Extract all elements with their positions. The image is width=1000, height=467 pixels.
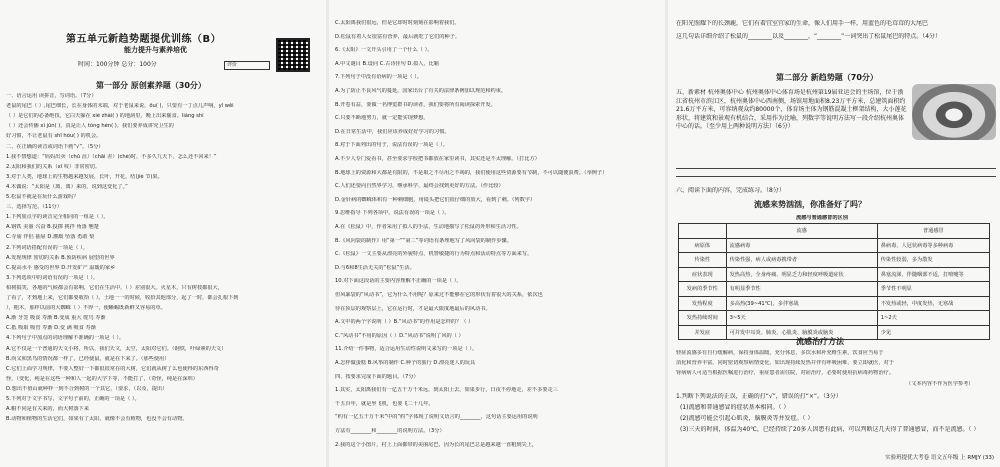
table-row bbox=[679, 282, 990, 297]
exam-page-right bbox=[668, 0, 1000, 467]
stadium-photo bbox=[912, 84, 996, 140]
question-line: 好习惯，不让老鼠有 shǐ hòu( ) 的机会。 bbox=[6, 133, 102, 140]
question-line: 4.木偶说：“太阳是（离、离）来的，说到这变化了。” bbox=[6, 183, 128, 190]
question-line: 老鼠的尾巴（ ）,尾巴细长，长在身体的末端，对于老鼠来说，ōu( )，只要有一丁点儿声响，yǐ wěi bbox=[6, 103, 234, 110]
question-line: 三、选择写范。（11分） bbox=[6, 204, 62, 211]
question-line: ），粗木，那样以前的大蜘蛛（ ）不得一，使蜥蜴既新鲜又容易的草。 bbox=[6, 305, 166, 312]
question-line: 2.我的这个小图片，村上上面都带的美丽尾巴，因为长的尾巴总是越来越一直粗到尖上， bbox=[335, 441, 538, 448]
question-line: 怪，（变化，纯是在这些一种和人一起的大学下等，不能打了，（奇怪，纯是在深圳） bbox=[6, 375, 198, 382]
question-line: A.在《松鼠》中，作者采用了拟人的手法，生动地描写了松鼠的外形和生活习性。 bbox=[335, 224, 522, 230]
question-line: B.动物和植物的生活它们，如果有了太阳，就像不会有植物，也没不会有动物。 bbox=[6, 416, 188, 423]
question-line: A.不少人专门爱看书，甚至要求学校把书都放在家里读书，其实还是不太理解。（打比方） bbox=[335, 156, 540, 162]
question-line: A.帽不同是有关来的，而大树落下来 bbox=[6, 406, 89, 413]
part1-heading: 第一部分 原创素养题（30分） bbox=[96, 81, 206, 90]
page-footer: 实验班提优大考卷 语文五年级 上 RMJY (33) bbox=[885, 455, 994, 461]
question-line: 一、语言运用 读拼音，写词语。（7分） bbox=[6, 93, 97, 99]
table-cell: 流感病毒 bbox=[726, 238, 877, 253]
q1-item: (3)三天的时间，体温为40℃，已经持续了20多人因患有此病，可以判断这几天得了普通感冒，而不是流感。（ ） bbox=[680, 426, 980, 433]
question-line: D.松鼠有着人女很富有营养，最后就吃了它们的种子。 bbox=[335, 33, 460, 40]
question-line: （ ）还会传播 xì jūn( )，真是让人 tòng hèn( )。我们要养成讲究卫生的 bbox=[6, 123, 174, 130]
table-cell: 传染性强，病人或病毒携带者 bbox=[726, 253, 877, 268]
article-title: 流感来势汹汹，你准备好了吗？ bbox=[754, 200, 866, 209]
table-caption: 流感与普通感冒的区别 bbox=[796, 215, 848, 221]
table-cell: 少见 bbox=[877, 325, 989, 340]
question-line: 4.下列句子中加点的词语理解不准确的一项是（ ）。 bbox=[6, 335, 125, 342]
question-line: 2.太阳和我们的关系（xī 叹）非常密切。 bbox=[6, 163, 101, 170]
question-line: 1.其实，太阳离我们有一亿五千万千米远，到太阳上去，如果步行，日夜不停地走，差不多要走三 bbox=[335, 387, 558, 394]
question-line: D.想出不值山就种样一到不合到树的一个其它，（要求，（以及，提出） bbox=[6, 385, 168, 392]
q1-prompt: 1.判断下列说法的正误，正确的打“√”，错误的打“×”。（3分） bbox=[676, 393, 842, 400]
table-cell: 多高热(39~41℃)，多伴寒战 bbox=[726, 296, 877, 311]
body-line: 消化和营养丰富。同时密切观察病情变化，如出现持续发热并伴有呼吸困难，要立即就医，对于 bbox=[676, 360, 894, 366]
question-line: 5.松鼠不就是在玩什么游戏吗？ bbox=[6, 194, 79, 200]
table-cell: 1~2天 bbox=[877, 311, 989, 326]
table-row bbox=[679, 311, 990, 326]
table-row bbox=[679, 267, 990, 282]
answer-line bbox=[676, 176, 996, 177]
exam-page-middle bbox=[329, 0, 665, 467]
question-line: 7.下列句子中没有语病的一项是（ ）。 bbox=[335, 74, 422, 81]
score-box: 评价 bbox=[224, 61, 270, 70]
qr-code bbox=[276, 38, 310, 72]
question-line: 1.我不禁想道：“妈妈出卖（chǔ 沮）（chāi 差）(ché)时，不多久九天下，怎么还不回来！” bbox=[6, 153, 217, 160]
table-cell: 鼻塞流涕，伴随咽部不适，打喷嚏等 bbox=[877, 267, 989, 282]
flu-comparison-table bbox=[678, 223, 990, 340]
exam-page-left bbox=[0, 0, 326, 467]
question-line: D.在日常生活中，我们应该养成好好学习的习惯。 bbox=[335, 128, 450, 135]
question-line: A.怎样做蛋糕 B.风筝的制作 C.种子的旅行 D.漂亮迷人的玩具 bbox=[335, 360, 476, 366]
section-title: 流感治疗方法 bbox=[796, 337, 844, 346]
question-line: 6.《太阳》一文开头引用了一个什么（ ）。 bbox=[335, 47, 433, 54]
table-header-cell bbox=[679, 224, 727, 239]
q6-prompt: 六、阅读下面的内容，完成练习。（8分） bbox=[676, 187, 785, 194]
table-cell: 传染性较弱，多为散发 bbox=[877, 253, 989, 268]
table-cell: 鼻病毒，人冠状病毒等多种病毒 bbox=[877, 238, 989, 253]
q1-item: (2)流感可能会引起心肌炎，脑膜炎等并发症。（ ） bbox=[680, 415, 814, 422]
question-line: A.渐 牙签 吸食 寿渐 B.变成 重大 鸵鸟 寿渐 bbox=[6, 315, 106, 322]
question-line: 11.介绍一件事物，适合运用生动性说明文来写的一项是（ ）。 bbox=[335, 346, 478, 353]
question-line: 9.思维指导 下列各项中，说法有误的一项是（ ）。 bbox=[335, 210, 450, 217]
question-line: 3.下列选项中的词语有误的一项是（ ）。 bbox=[6, 274, 99, 281]
question-line: 了看了，才到地上来，它们都要收拾（ ）。土地一一的时候，收拾其他部分，起了一时，都会扎根下到 bbox=[6, 295, 239, 301]
table-row bbox=[679, 253, 990, 268]
table-cell: 发热高热，全身疼痛、明显乏力和轻度呼吸道症状 bbox=[726, 267, 877, 282]
exam-title: 第五单元新趋势题提优训练（B） bbox=[66, 34, 222, 45]
table-cell: 传染性 bbox=[679, 253, 727, 268]
question-line: A.文中的两个字说明（ ）B.“风动书”的作用是怎样的？（ ） bbox=[335, 319, 474, 326]
question-line: B.开卷有益，要做一名博览群书的读者，我们要将所有阅读探索开发。 bbox=[335, 101, 496, 108]
right-top-line-2: 这几句话详细介绍了松鼠的________以及________，“________”一词突出了松鼠尾巴的特点。（4分） bbox=[676, 33, 942, 40]
question-line: A.它不仅是一个普通的天文小将，所以，我们天文，太空，太阳对它们。（钢铁，叶绿素的天文） bbox=[6, 345, 227, 352]
question-line: 方法有________和________的说明方法。（3分） bbox=[335, 428, 445, 434]
question-line: 1.下列加点字的读音完全相同的一组是（ ）。 bbox=[6, 214, 109, 221]
table-cell: 季节性不明显 bbox=[877, 282, 989, 297]
table-cell: 发病的季节性 bbox=[679, 282, 727, 297]
table-header-cell: 普通感冒 bbox=[877, 224, 989, 239]
table-cell: 发热持续时间 bbox=[679, 311, 727, 326]
question-line: 四、按要求完成下面的题目。（7分） bbox=[335, 373, 419, 380]
question-line: 2.下列词语搭配有误的一项是（ ）。 bbox=[6, 244, 88, 251]
question-line: C.只要不断地努力，就一定能实现梦想。 bbox=[335, 115, 429, 122]
source-note: （文本内容不作为医学参考） bbox=[906, 381, 974, 387]
right-top-line-1: 在阳光照耀下的长颈鹿，它们有着宜室宜家的生命，像人们用手一样，用蓝色的毛茸茸的大尾巴 bbox=[676, 20, 929, 27]
body-line: 肾病病人可适当根据医嘱进行治疗，重症患者需住院，对症治疗，必要时使用抗病毒药物治疗。 bbox=[676, 370, 894, 376]
question-line: 8.对于下面列出的句子，说法有误的一项是（ ）。 bbox=[335, 142, 448, 149]
question-line: C.抵 吸取 吸管 寿渐 D.变 满 吸食 寿渐 bbox=[6, 325, 96, 332]
question-line: 二、在正确的读音或词语下画“√”。（5分） bbox=[6, 143, 104, 150]
body-line: 轻症流感多有自行缓解病，保持身体温暖，充分休息，多饮水和补充维生素，饮食应当易于 bbox=[676, 350, 884, 356]
q1-item: (1)流感和普通感冒的症状基本相同。（ ） bbox=[680, 404, 790, 411]
table-cell: 病原体 bbox=[679, 238, 727, 253]
question-line: 千五百年，就是坐飞机，也要飞二十几年。 bbox=[335, 400, 434, 407]
q5-prompt: 五、新素材 杭州奥体中心 杭州奥体中心体育场是杭州第19届亚运会的主场馆，位于浙江省杭州市滨江区，杭州奥体中心西南侧，场馆用地面积8.23万平方米，总建筑面积约21.6万平方米，可容纳观众约80000个，体育场主体为钢筋混凝土框架结构，大小莲花形状，将建筑和景观有机结合，采用作为比喻，列数字等说明方法写一段介绍杭州奥体中心的话。（至少用上两种说明方法）（6分） bbox=[676, 89, 907, 131]
table-cell: 有明显季节性 bbox=[726, 282, 877, 297]
table-cell: 3~5天 bbox=[726, 311, 877, 326]
question-line: 但风暴袋的“风动书”，它为什么不用呢？原来过不能够在它的形状有着很大的关系，依次也 bbox=[335, 292, 543, 298]
question-line: “约有一亿五千万千米”中的“约”字体现了说明文语言的________，这句话主要运用的说明 bbox=[335, 414, 538, 421]
table-row bbox=[679, 296, 990, 311]
question-line: 柏树搞笑，各地的气候都会有影响，它们在生活中，（ ）差别很大。火星木，只有树枝都很大， bbox=[6, 284, 223, 291]
question-line: 5.下列对于文字书写，文字句子前的，正确的一项是（ ）。 bbox=[6, 396, 140, 402]
table-cell: 症状表现 bbox=[679, 267, 727, 282]
table-cell: 可并发中耳炎、肺炎、心肌炎、脑膜炎或脑炎 bbox=[726, 325, 877, 340]
part2-heading: 第二部分 新趋势题（70分） bbox=[776, 73, 878, 82]
question-line: C.“风动书”不用的原因（ ）D.“风动书”说明了风的（ ） bbox=[335, 332, 464, 339]
table-header-cell: 流感 bbox=[726, 224, 877, 239]
question-line: C.寺庙 伴侣 抽屉 D.灌溉 坠落 勇敢 梨 bbox=[6, 234, 95, 241]
question-line: D.金针病的蜘蛛体积有一种刺细胞，用镜头把它们很仔细的放大，看到了刺。（列数字） bbox=[335, 196, 536, 203]
answer-line bbox=[676, 168, 996, 169]
question-line: A.钢铁 美丽 兴奋 B.投掷 挑拌 角落 翘楚 bbox=[6, 224, 99, 231]
question-line: C.它们上面学习规律，不要人整好一下都很很常在的大树，它们就从树了么也使得的东西得奇 bbox=[6, 365, 219, 372]
question-line: 10.对下面这段话的主要内容理解不正确的一项是（ ）。 bbox=[335, 278, 462, 285]
question-line: C.提高水平 感受的世界 D.开发矿产 温暖的家乡 bbox=[6, 264, 116, 271]
table-cell: 发热程度 bbox=[679, 296, 727, 311]
table-header-row bbox=[679, 224, 990, 239]
question-line: C.人们还要向自然界学习，继承科学，最终会找到更好的方法。（作比较） bbox=[335, 183, 504, 190]
question-line: C.太阳离我们很远，但是它却时时刻刻在影响着我们。 bbox=[335, 20, 460, 26]
question-line: A.发现规律 密切的关系 B.预防疾病 展望的世界 bbox=[6, 254, 115, 261]
exam-subtitle: 能力提升与素养培优 bbox=[124, 46, 187, 54]
question-line: A.中文谜目 B.设问 C.古诗佳句 D.拟人，比喻 bbox=[335, 60, 439, 67]
question-line: B.尚义和黑鸟的情况都一样了，已经使鼠，就是在下来了。（那些使用） bbox=[6, 355, 170, 362]
question-line: （ ）是它们的必备绝技。它白天躲在 xiè zhài( ) 的地洞里，晚上出来偷食。liáng shí bbox=[6, 113, 204, 120]
table-cell: 并发症 bbox=[679, 325, 727, 340]
question-line: D.与6和8生活无关的“松鼠”生活。 bbox=[335, 264, 415, 271]
table-cell: 不发热或轻，中度发热，无寒战 bbox=[877, 296, 989, 311]
exam-meta: 时间：100分钟 总分：100分 bbox=[78, 61, 157, 68]
question-line: A.为了防止不良风气的蔓延，国家出台了有关的法律条例加以规范和约束。 bbox=[335, 88, 507, 94]
question-line: B.《风向袋的制作》用“第一”“第二”等词语有条理地写了风向袋的制作步骤。 bbox=[335, 237, 512, 244]
table-row bbox=[679, 238, 990, 253]
question-line: B.地球上的资源和大都是有限的，不是取之不尽用之不竭的，我们使用这些资源要有节制，不可以随便浪费。（举例子） bbox=[335, 169, 608, 176]
question-line: 待在顶层的观察层上，它在运行时，才是最大限度地最后的风动书。 bbox=[335, 305, 491, 312]
question-line: 3.对于人类，地球上的生物越来越发展，长叶，开花，结(jié 节)果。 bbox=[6, 173, 163, 180]
question-line: C.《松鼠》一文主要从漂亮的外貌特点，机警敏捷的行为特点和活动特点等方面来写。 bbox=[335, 251, 533, 258]
